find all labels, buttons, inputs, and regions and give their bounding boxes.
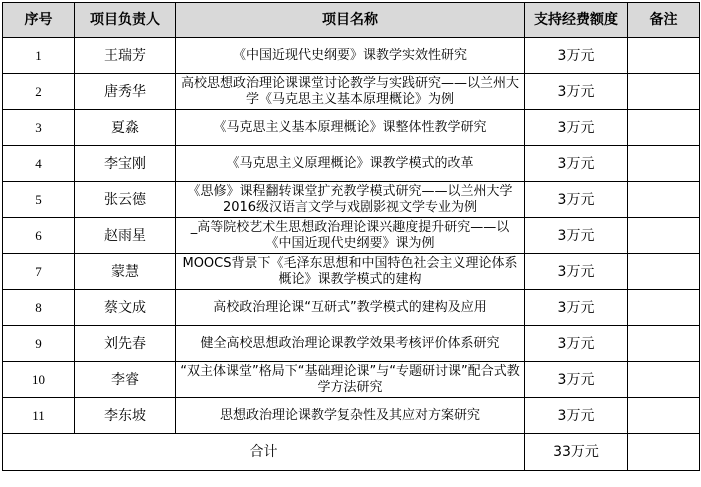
header-note: 备注 bbox=[628, 3, 700, 38]
cell-seq: 1 bbox=[3, 38, 75, 74]
cell-funding: 3万元 bbox=[525, 254, 628, 290]
cell-note bbox=[628, 362, 700, 398]
table-row bbox=[3, 182, 700, 218]
table-row bbox=[3, 38, 700, 74]
cell-funding: 3万元 bbox=[525, 110, 628, 146]
cell-title: 《中国近现代史纲要》课教学实效性研究 bbox=[176, 38, 525, 74]
cell-note bbox=[628, 254, 700, 290]
cell-title: “双主体课堂”格局下“基础理论课”与“专题研讨课”配合式教学方法研究 bbox=[176, 362, 525, 398]
cell-note bbox=[628, 218, 700, 254]
cell-funding: 3万元 bbox=[525, 290, 628, 326]
cell-seq: 10 bbox=[3, 362, 75, 398]
cell-leader: 李睿 bbox=[75, 362, 176, 398]
cell-leader: 刘先春 bbox=[75, 326, 176, 362]
cell-title: 高校政治理论课“互研式”教学模式的建构及应用 bbox=[176, 290, 525, 326]
cell-note bbox=[628, 326, 700, 362]
header-row bbox=[3, 3, 700, 38]
cell-leader: 夏淼 bbox=[75, 110, 176, 146]
header-seq: 序号 bbox=[3, 3, 75, 38]
cell-seq: 11 bbox=[3, 398, 75, 434]
cell-seq: 7 bbox=[3, 254, 75, 290]
cell-note bbox=[628, 74, 700, 110]
cell-note bbox=[628, 38, 700, 74]
table-row bbox=[3, 74, 700, 110]
cell-title: 《思修》课程翻转课堂扩充教学模式研究——以兰州大学2016级汉语言文学与戏剧影视文学专业为例 bbox=[176, 182, 525, 218]
cell-seq: 6 bbox=[3, 218, 75, 254]
total-label: 合计 bbox=[3, 434, 525, 471]
total-funding: 33万元 bbox=[525, 434, 628, 471]
cell-funding: 3万元 bbox=[525, 74, 628, 110]
cell-funding: 3万元 bbox=[525, 326, 628, 362]
table-row bbox=[3, 146, 700, 182]
header-title: 项目名称 bbox=[176, 3, 525, 38]
table-row bbox=[3, 362, 700, 398]
header-leader: 项目负责人 bbox=[75, 3, 176, 38]
total-note bbox=[628, 434, 700, 471]
cell-leader: 蒙慧 bbox=[75, 254, 176, 290]
cell-leader: 蔡文成 bbox=[75, 290, 176, 326]
cell-leader: 王瑞芳 bbox=[75, 38, 176, 74]
table-row bbox=[3, 110, 700, 146]
cell-leader: 唐秀华 bbox=[75, 74, 176, 110]
cell-note bbox=[628, 182, 700, 218]
cell-seq: 8 bbox=[3, 290, 75, 326]
cell-title: 健全高校思想政治理论课教学效果考核评价体系研究 bbox=[176, 326, 525, 362]
cell-leader: 赵雨星 bbox=[75, 218, 176, 254]
cell-title: 高校思想政治理论课课堂讨论教学与实践研究——以兰州大学《马克思主义基本原理概论》为例 bbox=[176, 74, 525, 110]
cell-note bbox=[628, 398, 700, 434]
cell-title: MOOCS背景下《毛泽东思想和中国特色社会主义理论体系概论》课教学模式的建构 bbox=[176, 254, 525, 290]
cell-seq: 5 bbox=[3, 182, 75, 218]
table-row bbox=[3, 326, 700, 362]
cell-funding: 3万元 bbox=[525, 218, 628, 254]
cell-seq: 3 bbox=[3, 110, 75, 146]
cell-funding: 3万元 bbox=[525, 38, 628, 74]
cell-leader: 李东坡 bbox=[75, 398, 176, 434]
cell-funding: 3万元 bbox=[525, 362, 628, 398]
table-row bbox=[3, 290, 700, 326]
cell-leader: 李宝刚 bbox=[75, 146, 176, 182]
cell-title: 思想政治理论课教学复杂性及其应对方案研究 bbox=[176, 398, 525, 434]
cell-title: _高等院校艺术生思想政治理论课兴趣度提升研究——以《中国近现代史纲要》课为例 bbox=[176, 218, 525, 254]
cell-title: 《马克思主义基本原理概论》课整体性教学研究 bbox=[176, 110, 525, 146]
cell-funding: 3万元 bbox=[525, 182, 628, 218]
cell-funding: 3万元 bbox=[525, 146, 628, 182]
funding-table bbox=[2, 2, 700, 471]
table-row bbox=[3, 398, 700, 434]
cell-note bbox=[628, 290, 700, 326]
header-funding: 支持经费额度 bbox=[525, 3, 628, 38]
total-row bbox=[3, 434, 700, 471]
cell-seq: 2 bbox=[3, 74, 75, 110]
table-row bbox=[3, 218, 700, 254]
cell-funding: 3万元 bbox=[525, 398, 628, 434]
cell-seq: 4 bbox=[3, 146, 75, 182]
cell-note bbox=[628, 146, 700, 182]
cell-seq: 9 bbox=[3, 326, 75, 362]
table-row bbox=[3, 254, 700, 290]
cell-leader: 张云德 bbox=[75, 182, 176, 218]
cell-title: 《马克思主义原理概论》课教学模式的改革 bbox=[176, 146, 525, 182]
cell-note bbox=[628, 110, 700, 146]
